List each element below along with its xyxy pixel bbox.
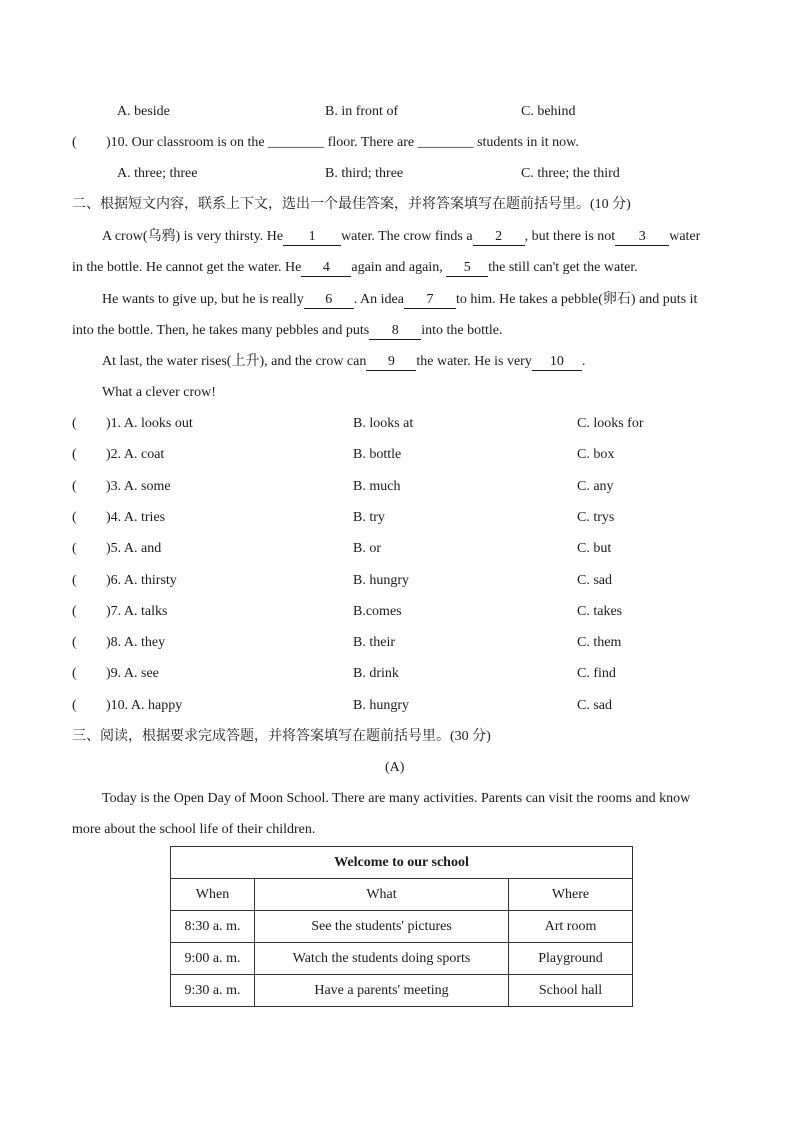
- question-4-option-b: B. try: [353, 510, 385, 525]
- question-8-option-a: )8. A. they: [106, 635, 166, 650]
- question-10-paren: (: [72, 698, 77, 713]
- reading-intro-line-2: more about the school life of their children.: [72, 822, 316, 837]
- question-7-option-a: )7. A. talks: [106, 604, 168, 619]
- question-5-option-c: C. but: [577, 541, 612, 556]
- passage-line-5: At last, the water rises(上升), and the crow can 9 the water. He is very 10 .: [102, 354, 586, 369]
- table-header-what: What: [255, 879, 509, 911]
- blank-2: 2: [473, 229, 525, 246]
- table-row: [171, 911, 633, 943]
- q10-question: )10. Our classroom is on the ________ floor. There are ________ students in it now.: [106, 135, 579, 150]
- q10-option-c: C. three; the third: [521, 166, 620, 181]
- table-row: [171, 975, 633, 1007]
- table-cell: 9:00 a. m.: [171, 943, 255, 975]
- blank-1: 1: [283, 229, 341, 246]
- blank-4: 4: [301, 260, 351, 277]
- question-5-option-a: )5. A. and: [106, 541, 162, 556]
- table-cell: Have a parents' meeting: [255, 975, 509, 1007]
- blank-6: 6: [304, 292, 354, 309]
- table-title: Welcome to our school: [171, 847, 633, 879]
- blank-10: 10: [532, 354, 582, 371]
- question-1-option-c: C. looks for: [577, 416, 644, 431]
- question-3-option-b: B. much: [353, 479, 401, 494]
- question-10-option-a: )10. A. happy: [106, 698, 183, 713]
- part-a-label: (A): [385, 760, 405, 775]
- passage-line-4: into the bottle. Then, he takes many pebbles and puts 8 into the bottle.: [72, 323, 503, 338]
- question-4-option-c: C. trys: [577, 510, 615, 525]
- table-header-where: Where: [509, 879, 633, 911]
- table-header-when: When: [171, 879, 255, 911]
- question-3-option-c: C. any: [577, 479, 614, 494]
- reading-intro-line-1: Today is the Open Day of Moon School. There are many activities. Parents can visit the rooms and know: [102, 791, 691, 806]
- question-2-paren: (: [72, 447, 77, 462]
- question-9-option-b: B. drink: [353, 666, 399, 681]
- table-cell: Art room: [509, 911, 633, 943]
- question-2-option-a: )2. A. coat: [106, 447, 165, 462]
- question-3-paren: (: [72, 479, 77, 494]
- question-6-option-b: B. hungry: [353, 573, 409, 588]
- question-2-option-b: B. bottle: [353, 447, 402, 462]
- q9-option-c: C. behind: [521, 104, 576, 119]
- question-6-paren: (: [72, 573, 77, 588]
- question-7-option-c: C. takes: [577, 604, 623, 619]
- question-9-option-c: C. find: [577, 666, 616, 681]
- q9-option-a: A. beside: [117, 104, 170, 119]
- question-7-paren: (: [72, 604, 77, 619]
- table-cell: Watch the students doing sports: [255, 943, 509, 975]
- question-10-option-c: C. sad: [577, 698, 612, 713]
- question-6-option-a: )6. A. thirsty: [106, 573, 177, 588]
- passage-line-3: He wants to give up, but he is really 6 . An idea 7 to him. He takes a pebble(卵石) and puts it: [102, 292, 698, 307]
- question-1-option-b: B. looks at: [353, 416, 414, 431]
- table-row: [171, 943, 633, 975]
- question-5-option-b: B. or: [353, 541, 381, 556]
- question-1-paren: (: [72, 416, 77, 431]
- table-cell: See the students' pictures: [255, 911, 509, 943]
- blank-7: 7: [404, 292, 456, 309]
- question-1-option-a: )1. A. looks out: [106, 416, 193, 431]
- blank-5: 5: [446, 260, 488, 277]
- passage-line-1: A crow(乌鸦) is very thirsty. He 1 water. The crow finds a 2 , but there is not 3 water: [102, 229, 701, 244]
- table-cell: 8:30 a. m.: [171, 911, 255, 943]
- table-cell: School hall: [509, 975, 633, 1007]
- q10-option-b: B. third; three: [325, 166, 404, 181]
- question-2-option-c: C. box: [577, 447, 615, 462]
- question-9-paren: (: [72, 666, 77, 681]
- section-3-heading: 三、阅读，根据要求完成答题，并将答案填写在题前括号里。(30 分): [72, 729, 491, 744]
- question-4-option-a: )4. A. tries: [106, 510, 166, 525]
- passage-line-2: in the bottle. He cannot get the water. He 4 again and again, 5 the still can't get the water.: [72, 260, 638, 275]
- q9-option-b: B. in front of: [325, 104, 399, 119]
- schedule-table: [170, 846, 633, 1007]
- question-10-option-b: B. hungry: [353, 698, 409, 713]
- question-4-paren: (: [72, 510, 77, 525]
- question-7-option-b: B.comes: [353, 604, 402, 619]
- q10-paren: (: [72, 135, 77, 150]
- table-cell: 9:30 a. m.: [171, 975, 255, 1007]
- table-cell: Playground: [509, 943, 633, 975]
- question-3-option-a: )3. A. some: [106, 479, 171, 494]
- question-9-option-a: )9. A. see: [106, 666, 159, 681]
- section-2-heading: 二、根据短文内容，联系上下文，选出一个最佳答案，并将答案填写在题前括号里。(10 分): [72, 197, 631, 212]
- question-6-option-c: C. sad: [577, 573, 612, 588]
- question-8-option-c: C. them: [577, 635, 622, 650]
- question-8-paren: (: [72, 635, 77, 650]
- q10-option-a: A. three; three: [117, 166, 198, 181]
- blank-9: 9: [366, 354, 416, 371]
- question-8-option-b: B. their: [353, 635, 395, 650]
- passage-line-6: What a clever crow!: [102, 385, 216, 400]
- blank-3: 3: [615, 229, 669, 246]
- question-5-paren: (: [72, 541, 77, 556]
- blank-8: 8: [369, 323, 421, 340]
